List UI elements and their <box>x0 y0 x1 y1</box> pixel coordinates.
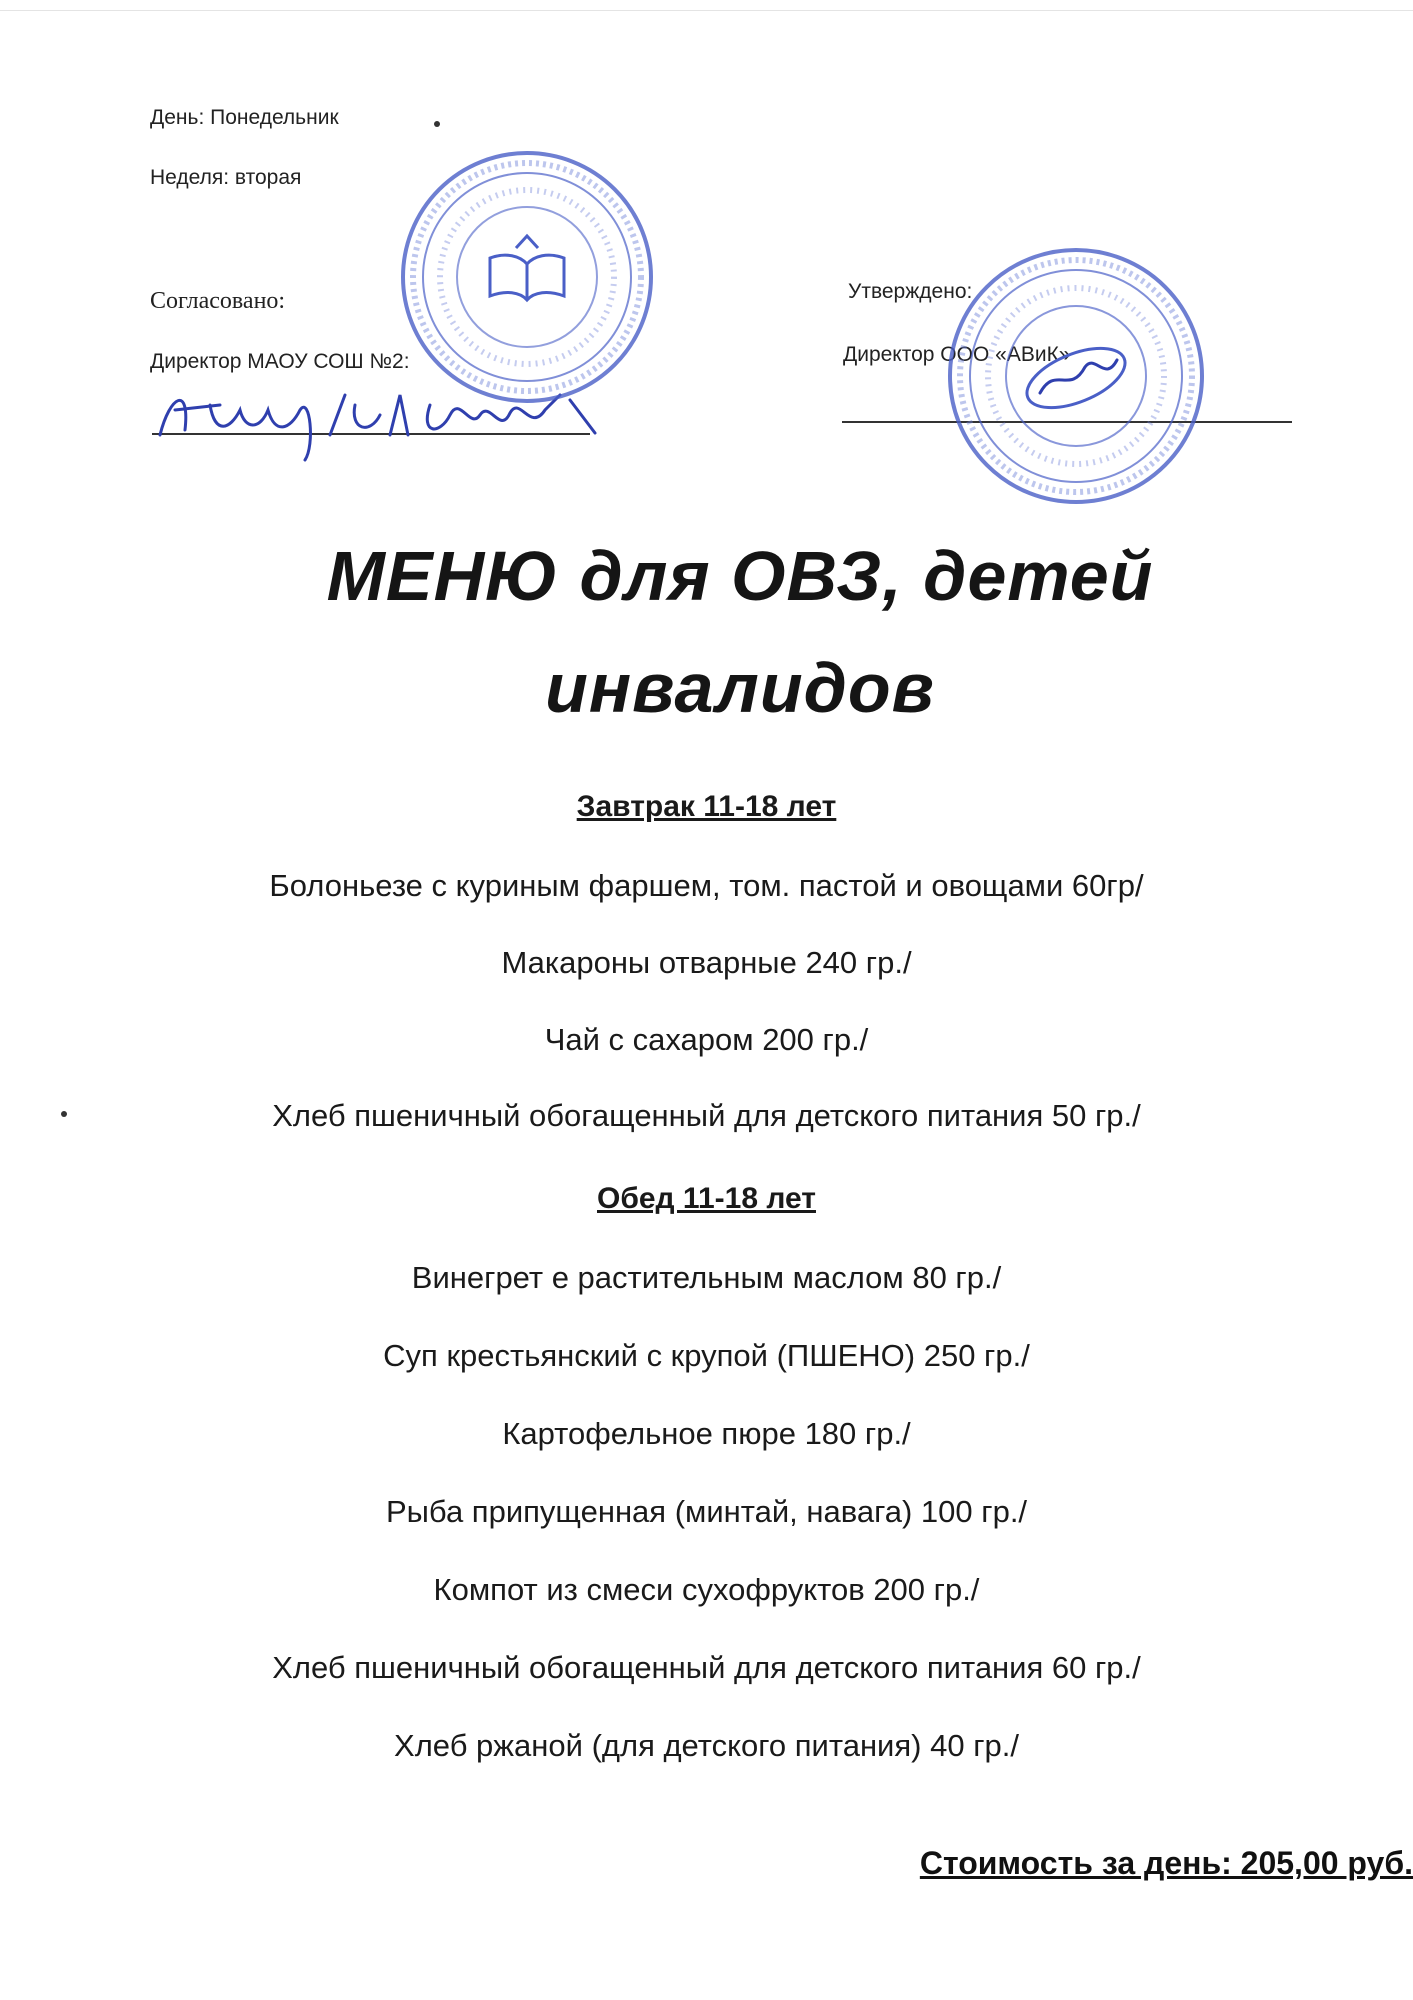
week-label: Неделя: вторая <box>150 166 302 189</box>
menu-title <box>300 520 1180 744</box>
school-stamp <box>398 148 656 406</box>
lunch-item: Компот из смеси сухофруктов 200 гр./ <box>433 1572 980 1607</box>
scan-edge-line <box>0 10 1413 11</box>
breakfast-heading: Завтрак 11-18 лет <box>576 790 837 823</box>
lunch-item: Суп крестьянский с крупой (ПШЕНО) 250 гр./ <box>383 1338 1030 1373</box>
lunch-item: Хлеб пшеничный обогащенный для детского питания 60 гр./ <box>272 1650 1141 1685</box>
scan-speck <box>61 1111 67 1117</box>
lunch-item: Рыба припущенная (минтай, навага) 100 гр./ <box>385 1494 1028 1529</box>
lunch-item: Хлеб ржаной (для детского питания) 40 гр./ <box>394 1728 1019 1763</box>
company-stamp <box>945 245 1207 507</box>
approved-by: Директор ООО «АВиК» <box>843 343 1071 366</box>
menu-title-line2: инвалидов <box>545 649 935 727</box>
menu-title-line1: МЕНЮ для ОВЗ, детей <box>326 537 1154 615</box>
approved-label: Утверждено: <box>848 280 973 303</box>
breakfast-item: Чай с сахаром 200 гр./ <box>544 1022 869 1057</box>
breakfast-item: Хлеб пшеничный обогащенный для детского питания 50 гр./ <box>272 1098 1141 1133</box>
lunch-item: Картофельное пюре 180 гр./ <box>502 1416 911 1451</box>
day-label: День: Понедельник <box>150 106 339 129</box>
daily-cost: Стоимость за день: 205,00 руб. <box>919 1845 1413 1881</box>
breakfast-item: Болоньезе с куриным фаршем, том. пастой и овощами 60гр/ <box>269 868 1144 903</box>
agreed-label: Согласовано: <box>150 288 286 314</box>
breakfast-item: Макароны отварные 240 гр./ <box>501 945 912 980</box>
scan-speck <box>434 121 440 127</box>
lunch-item: Винегрет е растительным маслом 80 гр./ <box>411 1260 1002 1295</box>
agreed-by: Директор МАОУ СОШ №2: <box>150 350 410 373</box>
lunch-heading: Обед 11-18 лет <box>597 1182 816 1215</box>
